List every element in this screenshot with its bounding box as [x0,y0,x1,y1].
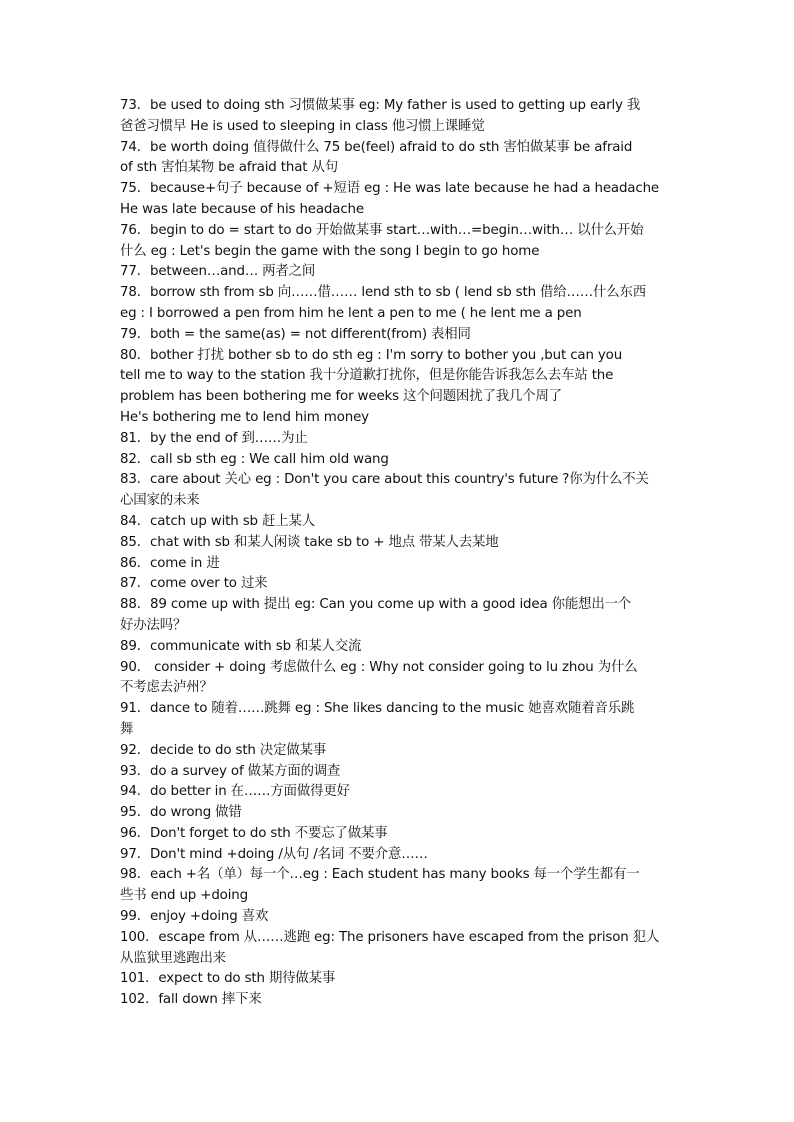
text-line: 74．be worth doing 值得做什么 75 be(feel) afraid to do sth 害怕做某事 be afraid [120,139,633,155]
text-line: 97．Don't mind +doing /从句 /名词 不要介意…… [120,846,428,862]
text-line: 77．between…and… 两者之间 [120,264,316,280]
text-line: 95．do wrong 做错 [120,805,242,821]
text-line: 84．catch up with sb 赶上某人 [120,513,315,529]
text-line: 90． consider + doing 考虑做什么 eg : Why not consider going to lu zhou 为什么 [120,659,638,675]
text-line: 89．communicate with sb 和某人交流 [120,638,362,654]
text-line: 91．dance to 随着……跳舞 eg : She likes dancing to the music 她喜欢随着音乐跳 [120,701,635,717]
text-line: 从监狱里逃跑出来 [120,950,226,966]
text-line: 爸爸习惯早 He is used to sleeping in class 他习惯上课睡觉 [120,118,485,134]
text-line: 96．Don't forget to do sth 不要忘了做某事 [120,825,388,841]
document-page [120,96,676,1011]
text-line: 83．care about 关心 eg : Don't you care about this country's future ?你为什么不关 [120,472,649,488]
text-line: 73．be used to doing sth 习惯做某事 eg: My father is used to getting up early 我 [120,98,641,113]
text-line: 86．come in 进 [120,555,220,571]
text-line: 什么 eg : Let's begin the game with the song I begin to go home [120,243,540,259]
text-line: 好办法吗？ [120,617,187,633]
text-line: 94．do better in 在……方面做得更好 [120,784,350,800]
text-line: He's bothering me to lend him money [120,409,369,425]
text-line: 93．do a survey of 做某方面的调查 [120,763,341,779]
text-line: tell me to way to the station 我十分道歉打扰你，但是你能告诉我怎么去车站 the [120,368,614,384]
text-line: 79．both = the same(as) = not different(from) 表相同 [120,326,471,342]
text-line: 76．begin to do = start to do 开始做某事 start…with…=begin…with… 以什么开始 [120,222,644,238]
text-line: 85．chat with sb 和某人闲谈 take sb to + 地点 带某人去某地 [120,534,499,550]
text-line: 92．decide to do sth 决定做某事 [120,742,327,758]
text-line: 舞 [120,721,134,737]
text-line: 不考虑去泸州？ [120,680,213,696]
text-line: He was late because of his headache [120,201,364,217]
text-line: of sth 害怕某物 be afraid that 从句 [120,160,338,176]
text-line: 81．by the end of 到……为止 [120,430,308,446]
text-line: 82．call sb sth eg : We call him old wang [120,451,389,467]
text-line: 102．fall down 摔下来 [120,992,262,1008]
text-line: 80．bother 打扰 bother sb to do sth eg : I'm sorry to bother you ,but can you [120,347,623,363]
text-line: 99．enjoy +doing 喜欢 [120,909,269,925]
text-line: 78．borrow sth from sb 向……借…… lend sth to sb ( lend sb sth 借给……什么东西 [120,285,646,301]
text-line: 98．each +名（单）每一个…eg : Each student has many books 每一个学生都有一 [120,867,640,883]
text-line: 75．because+句子 because of +短语 eg : He was late because he had a headache [120,181,660,197]
text-line: problem has been bothering me for weeks 这个问题困扰了我几个周了 [120,389,562,405]
text-line: 88．89 come up with 提出 eg: Can you come up with a good idea 你能想出一个 [120,597,632,613]
text-line: 些书 end up +doing [120,888,248,904]
text-line: 心国家的未来 [120,493,200,509]
text-line: 101．expect to do sth 期待做某事 [120,971,336,987]
text-line: 100．escape from 从……逃跑 eg: The prisoners have escaped from the prison 犯人 [120,929,660,945]
text-line: eg : I borrowed a pen from him he lent a pen to me ( he lent me a pen [120,305,582,321]
text-line: 87．come over to 过来 [120,576,268,592]
